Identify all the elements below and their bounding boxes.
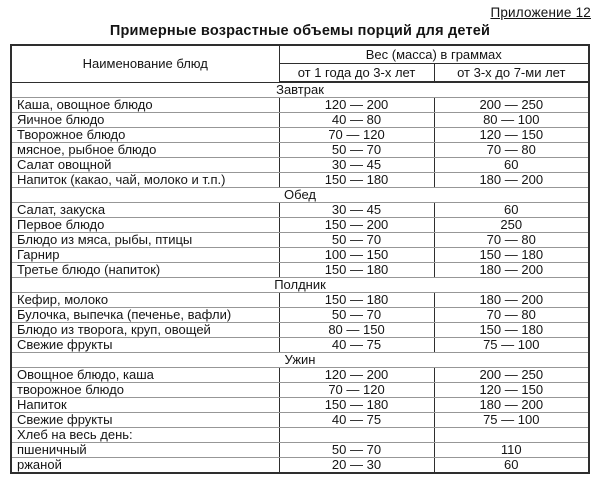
table-row <box>11 98 589 113</box>
age-1-3-value-cell <box>279 428 434 443</box>
table-row <box>11 413 589 428</box>
column-header-age-1-3: от 1 года до 3-х лет <box>279 64 434 83</box>
table-row <box>11 323 589 338</box>
dish-name-cell: Напиток (какао, чай, молоко и т.п.) <box>11 173 279 188</box>
table-row <box>11 203 589 218</box>
dish-name-cell: Булочка, выпечка (печенье, вафли) <box>11 308 279 323</box>
dish-name-cell: Третье блюдо (напиток) <box>11 263 279 278</box>
table-row <box>11 248 589 263</box>
age-3-7-value-cell: 180 — 200 <box>434 263 589 278</box>
table-row <box>11 263 589 278</box>
appendix-label: Приложение 12 <box>490 5 591 20</box>
age-3-7-value-cell: 60 <box>434 458 589 474</box>
dish-name-cell: Свежие фрукты <box>11 338 279 353</box>
age-3-7-value-cell: 120 — 150 <box>434 383 589 398</box>
table-row <box>11 308 589 323</box>
age-3-7-value-cell: 60 <box>434 203 589 218</box>
age-3-7-value-cell: 150 — 180 <box>434 323 589 338</box>
dish-name-cell: Кефир, молоко <box>11 293 279 308</box>
table-row <box>11 218 589 233</box>
table-header <box>11 45 589 82</box>
dish-name-cell: Напиток <box>11 398 279 413</box>
table-row <box>11 428 589 443</box>
dish-name-cell: Хлеб на весь день: <box>11 428 279 443</box>
age-3-7-value-cell: 200 — 250 <box>434 368 589 383</box>
section-header: Обед <box>11 188 589 203</box>
age-3-7-value-cell: 180 — 200 <box>434 293 589 308</box>
age-1-3-value-cell: 150 — 180 <box>279 398 434 413</box>
age-1-3-value-cell: 40 — 75 <box>279 338 434 353</box>
section-header-row <box>11 278 589 293</box>
age-1-3-value-cell: 50 — 70 <box>279 308 434 323</box>
age-3-7-value-cell: 150 — 180 <box>434 248 589 263</box>
age-1-3-value-cell: 150 — 180 <box>279 263 434 278</box>
column-header-age-3-7: от 3-х до 7-ми лет <box>434 64 589 83</box>
age-1-3-value-cell: 150 — 180 <box>279 293 434 308</box>
table-row <box>11 143 589 158</box>
table-row <box>11 233 589 248</box>
age-1-3-value-cell: 50 — 70 <box>279 143 434 158</box>
age-1-3-value-cell: 120 — 200 <box>279 368 434 383</box>
age-1-3-value-cell: 100 — 150 <box>279 248 434 263</box>
column-header-dish-name: Наименование блюд <box>11 45 279 82</box>
age-1-3-value-cell: 30 — 45 <box>279 158 434 173</box>
dish-name-cell: Яичное блюдо <box>11 113 279 128</box>
table-row <box>11 128 589 143</box>
dish-name-cell: Блюдо из мяса, рыбы, птицы <box>11 233 279 248</box>
section-header-row <box>11 82 589 98</box>
table-row <box>11 338 589 353</box>
section-header: Полдник <box>11 278 589 293</box>
table-body <box>11 82 589 473</box>
age-3-7-value-cell <box>434 428 589 443</box>
table-row <box>11 293 589 308</box>
age-3-7-value-cell: 70 — 80 <box>434 233 589 248</box>
dish-name-cell: Салат овощной <box>11 158 279 173</box>
age-1-3-value-cell: 30 — 45 <box>279 203 434 218</box>
portion-table <box>10 44 590 474</box>
age-1-3-value-cell: 50 — 70 <box>279 443 434 458</box>
age-3-7-value-cell: 110 <box>434 443 589 458</box>
table-row <box>11 458 589 474</box>
section-header: Ужин <box>11 353 589 368</box>
age-1-3-value-cell: 150 — 180 <box>279 173 434 188</box>
age-1-3-value-cell: 80 — 150 <box>279 323 434 338</box>
age-3-7-value-cell: 70 — 80 <box>434 143 589 158</box>
age-1-3-value-cell: 150 — 200 <box>279 218 434 233</box>
dish-name-cell: Каша, овощное блюдо <box>11 98 279 113</box>
dish-name-cell: мясное, рыбное блюдо <box>11 143 279 158</box>
table-row <box>11 443 589 458</box>
dish-name-cell: Творожное блюдо <box>11 128 279 143</box>
age-3-7-value-cell: 250 <box>434 218 589 233</box>
table-row <box>11 113 589 128</box>
table-row <box>11 173 589 188</box>
age-3-7-value-cell: 75 — 100 <box>434 413 589 428</box>
age-1-3-value-cell: 50 — 70 <box>279 233 434 248</box>
dish-name-cell: Салат, закуска <box>11 203 279 218</box>
age-3-7-value-cell: 180 — 200 <box>434 173 589 188</box>
age-3-7-value-cell: 180 — 200 <box>434 398 589 413</box>
page-title: Примерные возрастные объемы порций для детей <box>109 23 491 39</box>
age-1-3-value-cell: 70 — 120 <box>279 383 434 398</box>
dish-name-cell: Свежие фрукты <box>11 413 279 428</box>
section-header-row <box>11 353 589 368</box>
table-row <box>11 383 589 398</box>
table-row <box>11 368 589 383</box>
section-header-row <box>11 188 589 203</box>
dish-name-cell: творожное блюдо <box>11 383 279 398</box>
table-row <box>11 158 589 173</box>
dish-name-cell: Овощное блюдо, каша <box>11 368 279 383</box>
dish-name-cell: Блюдо из творога, круп, овощей <box>11 323 279 338</box>
age-1-3-value-cell: 40 — 75 <box>279 413 434 428</box>
dish-name-cell: ржаной <box>11 458 279 474</box>
section-header: Завтрак <box>11 82 589 98</box>
age-3-7-value-cell: 75 — 100 <box>434 338 589 353</box>
age-1-3-value-cell: 20 — 30 <box>279 458 434 474</box>
age-3-7-value-cell: 80 — 100 <box>434 113 589 128</box>
age-1-3-value-cell: 70 — 120 <box>279 128 434 143</box>
dish-name-cell: пшеничный <box>11 443 279 458</box>
age-3-7-value-cell: 120 — 150 <box>434 128 589 143</box>
age-3-7-value-cell: 200 — 250 <box>434 98 589 113</box>
dish-name-cell: Первое блюдо <box>11 218 279 233</box>
dish-name-cell: Гарнир <box>11 248 279 263</box>
age-1-3-value-cell: 40 — 80 <box>279 113 434 128</box>
age-1-3-value-cell: 120 — 200 <box>279 98 434 113</box>
age-3-7-value-cell: 70 — 80 <box>434 308 589 323</box>
column-header-weight-grams: Вес (масса) в граммах <box>279 45 589 64</box>
age-3-7-value-cell: 60 <box>434 158 589 173</box>
table-row <box>11 398 589 413</box>
